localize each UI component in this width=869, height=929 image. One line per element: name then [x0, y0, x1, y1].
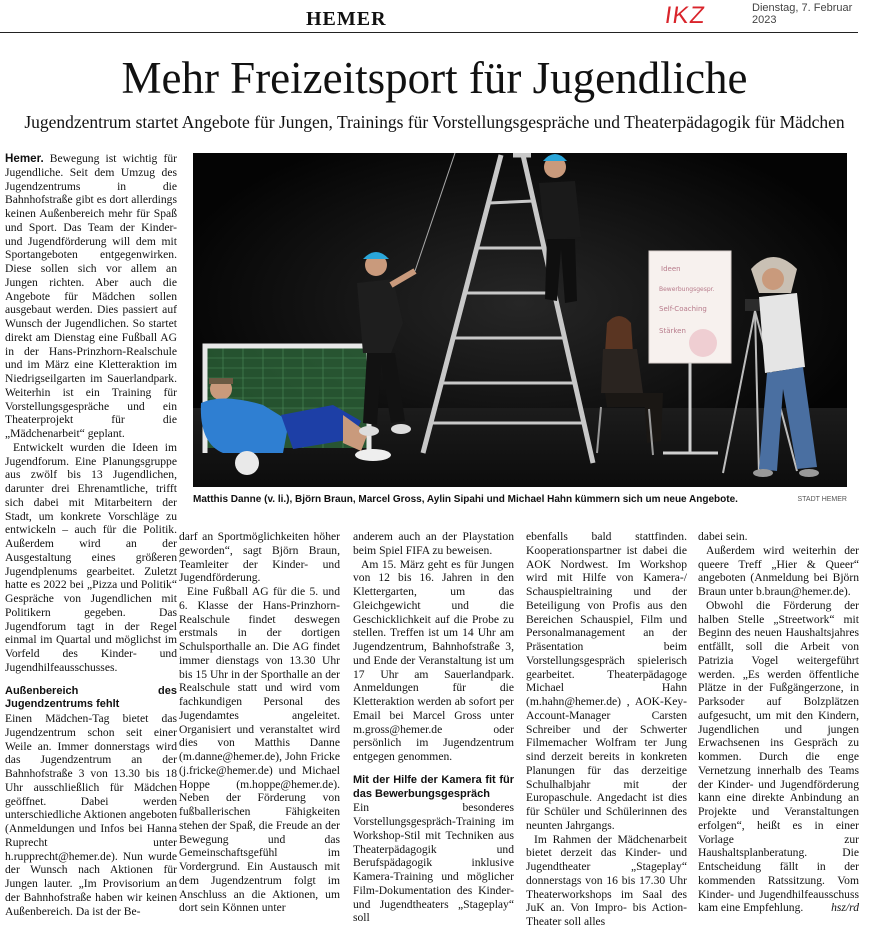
dateline: Hemer. — [5, 152, 44, 165]
column-3 — [353, 530, 514, 925]
section-label: HEMER — [306, 8, 387, 30]
paragraph-text: Obwohl die Förderung der halben Stelle „Streetwork“ mit Beginn des neuen Haushaltsjahres entfällt, soll die Arbeit von Patrizia Vogel weitergeführt werden. „Es werden öffentliche Plätze in der Fußgängerzone, in Parksoder auf Bolzplätzen aufgesucht, um mit den Kindern, Jugendlichen und jungen Erwachsenen ins Gespräch zu kommen. Durch die enge Vernetzung innerhalb des Teams der Kinder- und Jugendförderung kann eine direkte Anbindung an Projekte und Veranstaltungen erfolgen“, heißt es in einer Vorlage zur Haushaltsplanberatung. Die Entscheidung fällt in der kommenden Ratssitzung. Vom Kinder- und Jugendhilfeausschuss kam eine Empfehlung. — [698, 598, 859, 915]
flipchart-line: Ideen — [661, 265, 681, 273]
issue-date: Dienstag, 7. Februar 2023 — [752, 2, 853, 26]
paragraph: darf an Sportmöglichkeiten höher geworden“, sagt Björn Braun, Teamleiter der Kinder- und Jugendförderung. — [179, 530, 340, 585]
flipchart-line: Self-Coaching — [659, 305, 707, 313]
article-photo — [193, 153, 847, 487]
paragraph: Ein besonderes Vorstellungsgespräch-Training im Workshop-Stil mit Techniken aus Theaterpädagogik und Berufspädagogik inklusive Kamera-Training und möglicher Film-Dokumentation des Kinder- und Jugendtheaters „Stageplay“ soll — [353, 801, 514, 925]
paragraph: ebenfalls bald stattfinden. Kooperationspartner ist dabei die AOK Nordwest. Im Workshop wird mit Hilfe von Kamera-/ Schauspieltraining und der Beteiligung von Profis aus den Bereichen Schauspiel, Film und Personalmanagement an der Präsentation beim Vorstellungsgespräch spielerisch gearbeitet. Theaterpädagoge Michael Hahn (m.hahn@hemer.de) , AOK-Key-Account-Manager Carsten Schreiber und der Schwerter Filmemacher Wolfram ter Jung sind derzeit bereits in konkreten Planungen für das derzeitige Schulhalbjahr mit der Europaschule. Angedacht ist dies für Schüler und Schülerinnen des neunten Jahrgangs. — [526, 530, 687, 832]
column-5 — [698, 530, 859, 915]
photo-credit: STADT HEMER — [797, 496, 847, 503]
paragraph: Einen Mädchen-Tag bietet das Jugendzentrum schon seit einer Weile an. Immer donnerstags wird das Jugendzentrum an der Bahnhofstraße 3 von 13.30 bis 18 Uhr ausschließlich für Mädchen geöffnet. Dabei werden unterschiedliche Aktionen angeboten (Anmeldungen und Infos bei Hanna Ruprecht unter h.rupprecht@hemer.de). Nun wurde der Wunsch nach Aktionen für Jungen lauter. „Im Provisorium an der Bahnhofstraße haben wir keinen Außenbereich. Da ist der Be- — [5, 712, 177, 918]
section-heading: Mit der Hilfe der Kamera fit für das Bewerbungsgespräch — [353, 773, 514, 800]
section-heading: Außenbereich des Jugendzentrums fehlt — [5, 684, 177, 711]
paragraph: anderem auch an der Playstation beim Spiel FIFA zu beweisen. — [353, 530, 514, 557]
paragraph: Eine Fußball AG für die 5. und 6. Klasse der Hans-Prinzhorn-Realschule findet deswegen erstmals in der dortigen Schulsporthalle an. Die AG findet immer dienstags von 13.30 Uhr bis 15 Uhr in der Sporthalle an der Realschule statt und wird vom fachkundigen Personal des Jugendamtes angeleitet. Organisiert und veranstaltet wird dies von Matthis Danne (m.danne@hemer.de), John Fricke (j.fricke@hemer.de) und Michael Hoppe (m.hoppe@hemer.de). Neben der Förderung von fußballerischen Fähigkeiten stehen der Spaß, die Freude an der Bewegung und das Gemeinschaftsgefühl im Vordergrund. Ein Austausch mit dem Jugendzentrum folgt im Anschluss an die Aktionen, um dort sein Können unter — [179, 585, 340, 915]
paragraph: Entwickelt wurden die Ideen im Jugendforum. Eine Planungsgruppe aus zwölf bis 13 Jugendlichen, darunter drei Ehrenamtliche, trifft sich dabei mit Mitarbeitern der Stadt, um konkrete Vorschläge zu entwickeln – auch für die Politik. Außerdem wird an der Ausgestaltung eines größeren Jugendplenums gearbeitet. Zuletzt hatte es 2022 bei „Pizza und Politik“ Gespräche von Jugendlichen mit Politikern gegeben. Das Jugendforum tagt in der Regel einmal im Quartal und möglichst im Vorfeld des Kinder- und Jugendhilfeausschusses. — [5, 440, 177, 674]
paragraph: Außerdem wird weiterhin der queere Treff „Hier & Queer“ angeboten (Anmeldung bei Björn Braun unter b.braun@hemer.de). — [698, 543, 859, 598]
paragraph: dabei sein. — [698, 530, 748, 543]
paragraph — [5, 152, 177, 441]
paragraph — [698, 599, 859, 915]
flipchart-line: Stärken — [659, 327, 686, 335]
column-1 — [5, 152, 177, 918]
photo-caption: Matthis Danne (v. li.), Björn Braun, Marcel Gross, Aylin Sipahi und Michael Hahn kümmern sich um neue Angebote. — [193, 494, 738, 505]
column-2 — [179, 530, 340, 915]
author-signature: hsz/rd — [831, 901, 859, 915]
headline: Mehr Freizeitsport für Jugendliche — [121, 53, 748, 103]
paragraph: Am 15. März geht es für Jungen von 12 bis 16. Jahren in den Klettergarten, um das Gleichgewicht und die Geschicklichkeit auf die Probe zu stellen. Treffen ist um 14 Uhr am Jugendzentrum, Bahnhofstraße 3, und Ende der Veranstaltung ist um 17 Uhr am Sauerlandpark. Anmeldungen für die Kletteraktion werden ab sofort per Email bei Marcel Gross unter m.gross@hemer.de oder persönlich im Jugendzentrum entgegen genommen. — [353, 557, 514, 763]
newspaper-logo: IKZ — [663, 2, 708, 29]
paragraph-text: Bewegung ist wichtig für Jugendliche. Seit dem Umzug des Jugendzentrums in die Bahnhofstraße gibt es dort allerdings keinen Außenbereich mehr für Spaß und Sport. Das Team der Kinder- und Jugendförderung will dem mit Sportangeboten entgegenwirken. Diese sollen sich vor allem an Jungen richten. Aber auch die Angebote für Mädchen sollen ausgebaut werden. Dies passiert auf Wunsch der Jugendlichen. So startet direkt am Dienstag eine Fußball AG in der Hans-Prinzhorn-Realschule und im März eine Kletteraktion im Niedrigseilgarten im Sauerlandpark. Weiterhin ist ein Training für Vorstellungsgespräche und ein Theaterprojekt für die „Mädchenarbeit“ geplant. — [5, 152, 177, 440]
stage-photo-illustration — [193, 153, 847, 487]
header-rule — [0, 32, 858, 33]
paragraph: Im Rahmen der Mädchenarbeit bietet derzeit das Kinder- und Jugendtheater „Stageplay“ donnerstags von 16 bis 17.30 Uhr Theaterworkshops im Saal des JuK an. Von Impro- bis Action-Theater soll alles — [526, 832, 687, 928]
flipchart-line: Bewerbungsgespr. — [659, 286, 715, 293]
subheadline: Jugendzentrum startet Angebote für Jungen, Trainings für Vorstellungsgespräche und Theaterpädagogik für Mädchen — [24, 112, 845, 132]
